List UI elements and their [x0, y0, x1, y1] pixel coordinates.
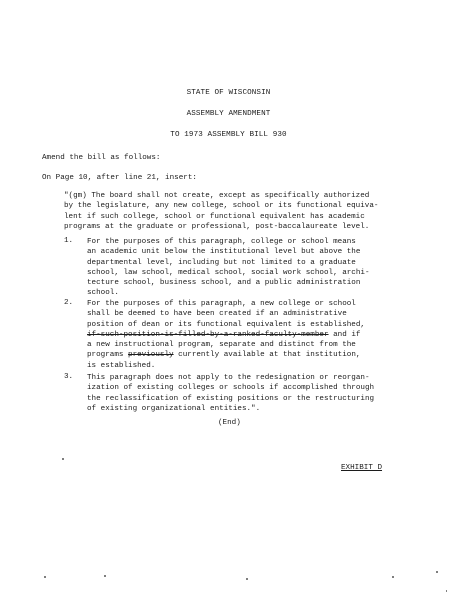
item-line: of existing organizational entities.". — [87, 404, 261, 413]
scan-speck — [44, 576, 46, 578]
paragraph-line: "(gm) The board shall not create, except as specifically authorized — [64, 192, 370, 200]
main-paragraph — [64, 191, 378, 232]
struck-text: if-such-position-is-filled-by-a-ranked-faculty-member — [87, 330, 329, 339]
item-line-prefix: programs — [87, 351, 129, 360]
intro-text: Amend the bill as follows: — [42, 154, 161, 162]
scan-speck — [246, 578, 248, 580]
item-3-text — [87, 373, 374, 414]
header-amendment: ASSEMBLY AMENDMENT — [186, 110, 271, 118]
scan-speck — [104, 575, 106, 577]
item-line — [87, 330, 365, 340]
location-text: On Page 10, after line 21, insert: — [42, 174, 197, 182]
item-line: is established. — [87, 361, 156, 370]
item-line: school. — [87, 289, 119, 298]
item-line: school, law school, medical school, social work school, archi- — [87, 268, 370, 277]
item-line — [87, 350, 365, 360]
scan-speck — [446, 590, 447, 592]
item-line: position of dean or its functional equivalent is established, — [87, 320, 365, 329]
item-line: For the purposes of this paragraph, a new college or school — [87, 300, 356, 308]
scan-speck — [392, 576, 394, 578]
struck-word: previously — [128, 351, 174, 360]
item-line-suffix: currently available at that institution, — [173, 351, 361, 360]
header-bill: TO 1973 ASSEMBLY BILL 930 — [170, 131, 287, 139]
item-line: departmental level, including but not limited to a graduate — [87, 258, 356, 267]
end-mark: (End) — [218, 419, 241, 427]
paragraph-line: lent if such college, school or functional equivalent has academic — [64, 212, 365, 221]
item-1-number: 1. — [64, 237, 74, 245]
header-state: STATE OF WISCONSIN — [186, 89, 271, 97]
item-line: shall be deemed to have been created if an administrative — [87, 310, 347, 319]
item-line: tecture school, business school, and a public administration — [87, 279, 361, 288]
item-2-text — [87, 299, 365, 371]
scan-speck — [436, 571, 438, 573]
item-3-number: 3. — [64, 373, 74, 381]
scan-speck — [62, 458, 64, 460]
item-line: This paragraph does not apply to the redesignation or reorgan- — [87, 374, 370, 382]
exhibit-label: EXHIBIT D — [341, 464, 383, 472]
item-line-suffix: and if — [328, 330, 361, 339]
paragraph-line: programs at the graduate or professional, post-baccalaureate level. — [64, 222, 370, 231]
item-line: the reclassification of existing positions or the restructuring — [87, 394, 375, 403]
item-line: an academic unit below the institutional level but above the — [87, 248, 361, 257]
item-line: For the purposes of this paragraph, college or school means — [87, 238, 356, 246]
paragraph-line: by the legislature, any new college, school or its functional equiva- — [64, 202, 379, 211]
item-1-text — [87, 237, 370, 299]
item-line: a new instructional program, separate and distinct from the — [87, 341, 356, 350]
item-line: ization of existing colleges or schools if accomplished through — [87, 384, 375, 393]
item-2-number: 2. — [64, 299, 74, 307]
